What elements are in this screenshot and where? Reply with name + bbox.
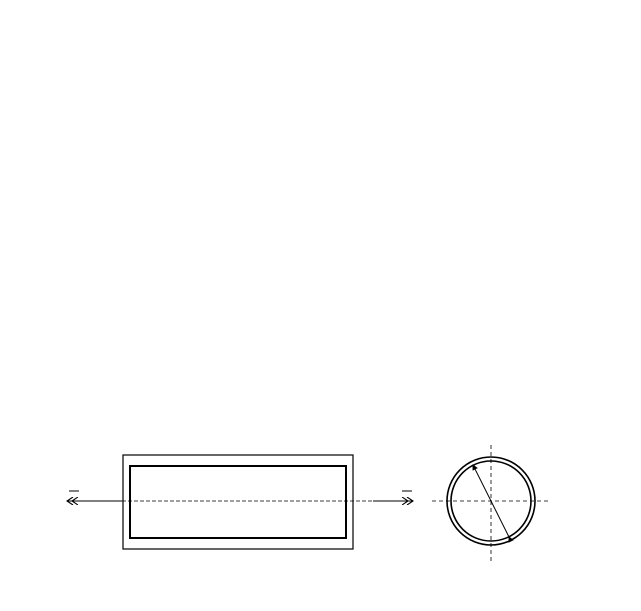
left-torque-arrow [67, 491, 122, 501]
right-torque-arrow [373, 491, 413, 501]
tube-side-view [110, 455, 372, 549]
tube-sectional-view [432, 445, 550, 562]
